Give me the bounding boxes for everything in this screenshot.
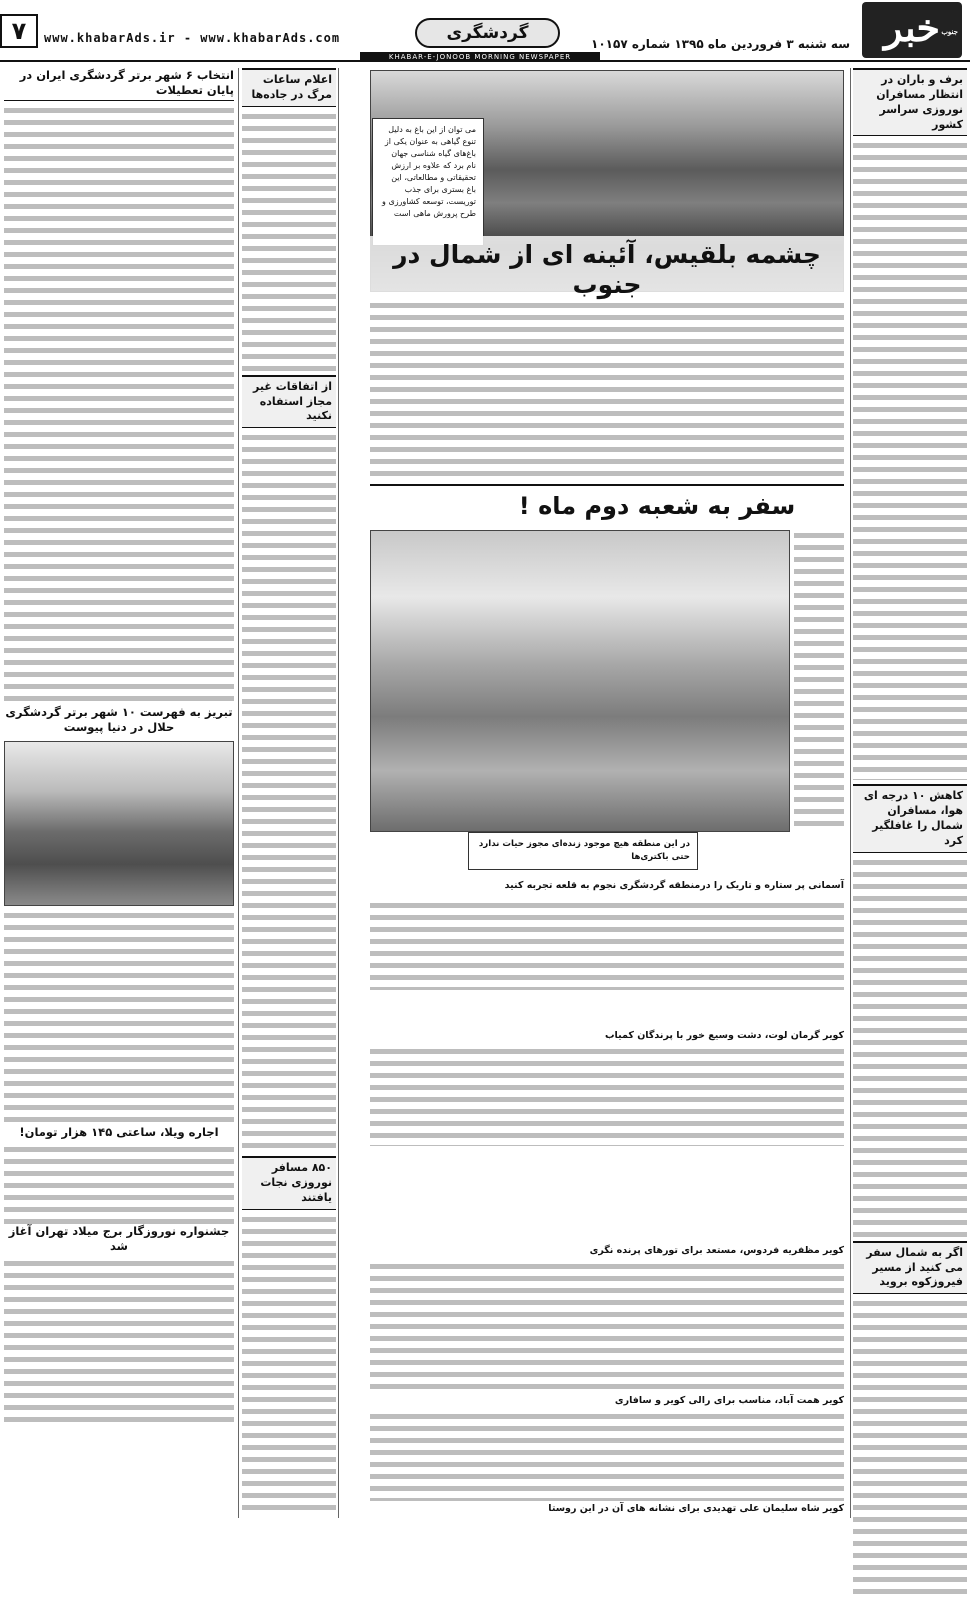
subheading: کویر شاه سلیمان علی تهدیدی برای نشانه های آن در این روستا <box>548 1503 844 1514</box>
headline-tabriz: تبریز به فهرست ۱۰ شهر برتر گردشگری حلال در دنیا پیوست <box>5 704 233 734</box>
travel-intro <box>794 530 844 830</box>
article-body <box>4 910 234 1125</box>
english-banner: KHABAR-E-JONOOB MORNING NEWSPAPER <box>360 52 600 62</box>
article-body <box>853 857 967 1237</box>
right-column <box>853 68 967 1518</box>
headline-top6-cities: انتخاب ۶ شهر برتر گردشگری ایران در پایان تعطیلات <box>4 68 234 101</box>
logo-subtitle: جنوب <box>941 27 958 36</box>
column-divider <box>850 68 851 1518</box>
travel-caption: در این منطقه هیچ موجود زنده‌ای مجوز حیات ندارد حتی باکتری‌ها <box>468 832 698 870</box>
left-column <box>4 68 234 1518</box>
headline-death-hours: اعلام ساعات مرگ در جاده‌ها <box>242 68 336 107</box>
site-url[interactable]: www.khabarAds.ir - www.khabarAds.com <box>44 31 341 45</box>
subheading: کویر مظفریه فردوس، مستعد برای تورهای پرنده نگری <box>589 1245 844 1256</box>
headline-snow-rain: برف و باران در انتظار مسافران نوروزی سراسر کشور <box>853 68 967 136</box>
article-body <box>4 1144 234 1224</box>
travel-headline: سفر به شعبه دوم ماه ! <box>518 492 796 520</box>
headline-villa-rent: اجاره ویلا، ساعتی ۱۴۵ هزار تومان! <box>19 1124 219 1139</box>
article-body <box>242 432 336 1152</box>
subheading: آسمانی پر ستاره و تاریک را درمنطقه گردشگری نجوم به قلعه تجربه کنید <box>504 880 844 891</box>
headline-firuzkuh-route: اگر به شمال سفر می کنید از مسیر فیروزکوه بروید <box>853 1241 967 1295</box>
tabriz-photo <box>4 741 234 906</box>
subheading: کویر همت آباد، مناسب برای رالی کویر و سافاری <box>614 1395 844 1406</box>
section-rule <box>370 484 844 486</box>
headline-milad-festival: جشنواره نوروزگار برج میلاد تهران آغاز شد <box>8 1223 230 1253</box>
travel-sub1 <box>370 880 844 896</box>
feature-headline: چشمه بلقیس، آئینه ای از شمال در جنوب <box>370 236 844 304</box>
issue-date-line: سه شنبه ۳ فروردین ماه ۱۳۹۵ شماره ۱۰۱۵۷ <box>591 37 850 51</box>
travel-body <box>370 1411 844 1501</box>
headline-rescued: ۸۵۰ مسافر نوروزی نجات یافتند <box>242 1156 336 1210</box>
travel-body <box>370 900 844 990</box>
article-body <box>853 140 967 780</box>
travel-body <box>370 1046 844 1146</box>
column-divider <box>338 68 339 1518</box>
desert-photo <box>370 530 790 832</box>
logo-text: خبر <box>884 5 940 50</box>
article-body <box>242 111 336 371</box>
headline-illegal-use: از اتفاقات غیر مجاز استفاده نکنید <box>242 375 336 429</box>
travel-body <box>370 1261 844 1391</box>
headline-temperature-drop: کاهش ۱۰ درجه ای هوا، مسافران شمال را غافلگیر کرد <box>853 784 967 852</box>
article-body <box>853 1298 967 1598</box>
feature-caption: می توان از این باغ به دلیل تنوع گیاهی به عنوان یکی از باغ‌های گیاه شناسی جهان نام برد که علاوه بر ارزش تحقیقاتی و مطالعاتی، این باغ بستری برای جذب توریست، توسعه کشاورزی و طرح پرورش ماهی است <box>372 118 484 246</box>
article-body <box>4 1258 234 1428</box>
newspaper-logo <box>862 2 962 58</box>
article-body <box>242 1214 336 1514</box>
feature-body <box>370 300 844 478</box>
middle-column <box>242 68 336 1518</box>
article-body <box>4 105 234 705</box>
subheading: کویر گرمان لوت، دشت وسیع خور با پرندگان کمیاب <box>605 1030 844 1041</box>
page-number: ۷ <box>0 14 38 48</box>
column-divider <box>238 68 239 1518</box>
section-title: گردشگری <box>415 18 560 48</box>
